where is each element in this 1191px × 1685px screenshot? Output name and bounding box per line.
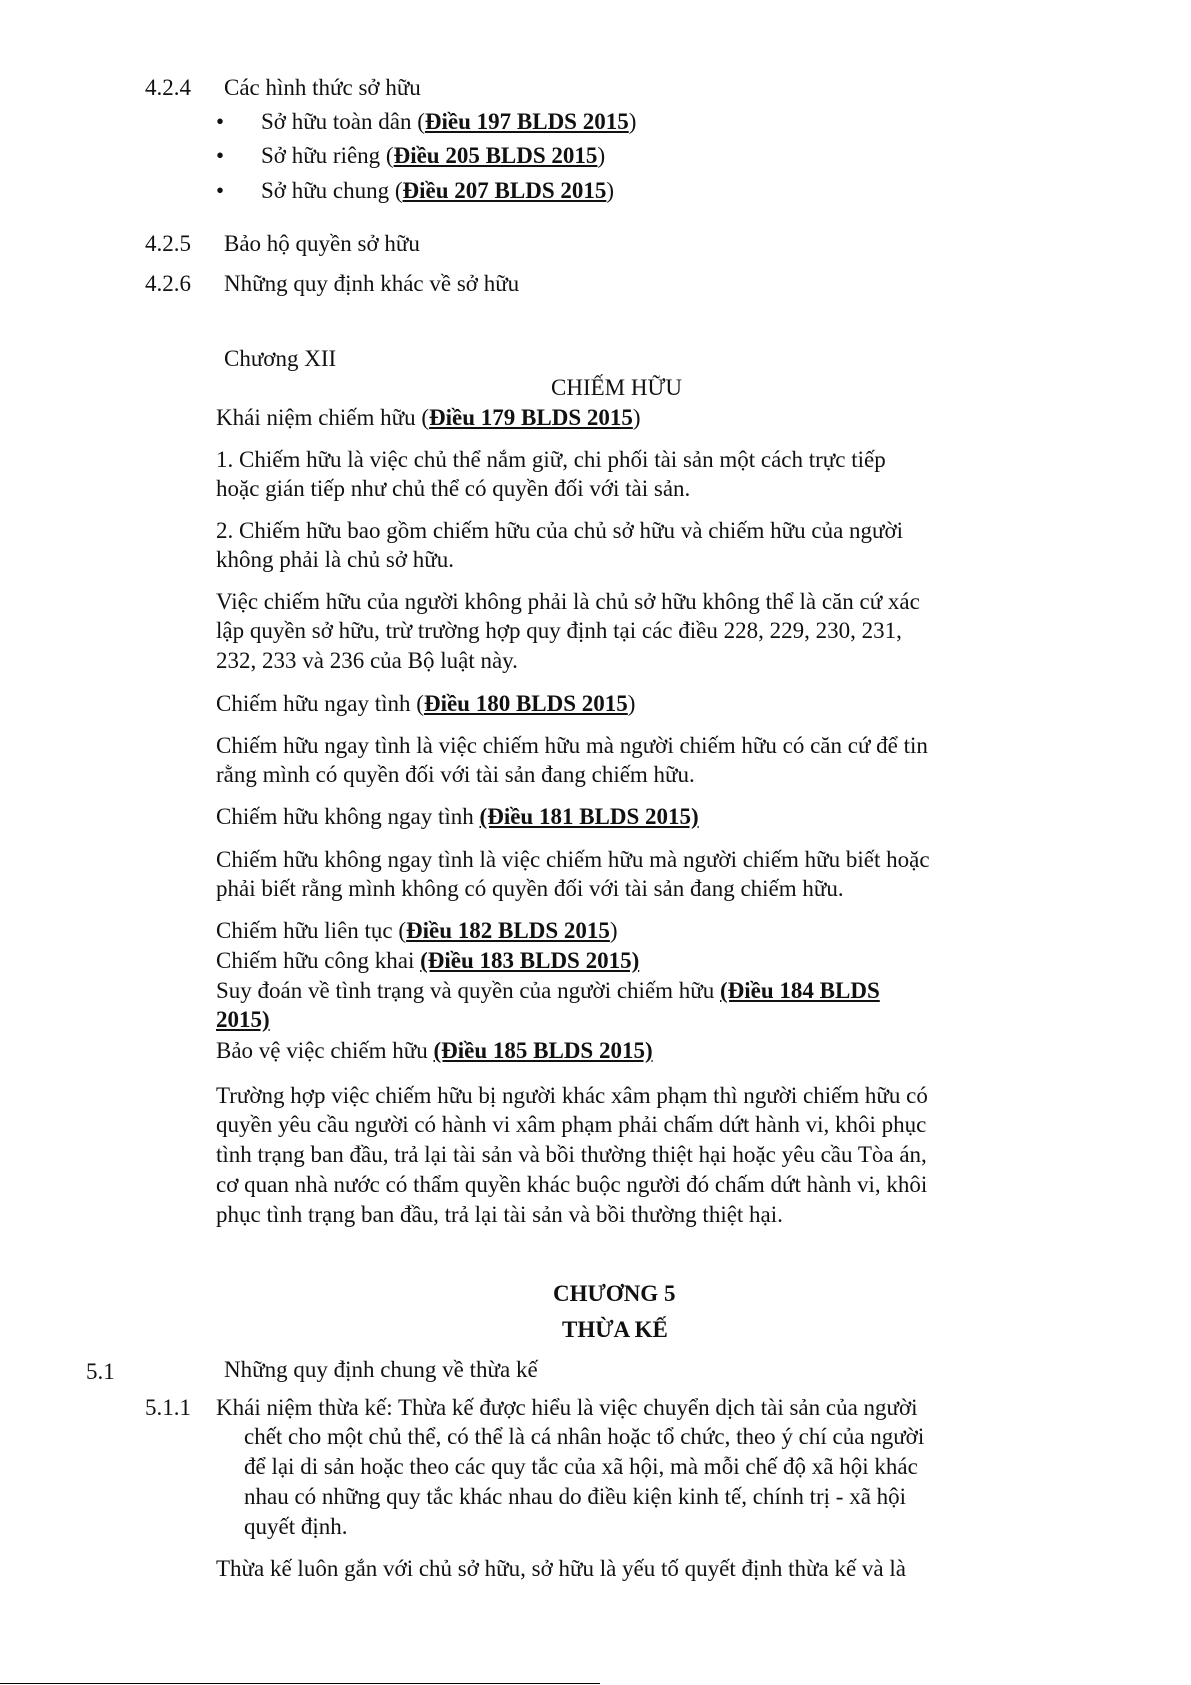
paragraph-line: không phải là chủ sở hữu.	[216, 547, 454, 572]
article-heading: Khái niệm chiếm hữu (Điều 179 BLDS 2015)	[216, 405, 641, 430]
law-reference: (Điều 185 BLDS 2015)	[433, 1038, 653, 1063]
article-heading: Chiếm hữu ngay tình (Điều 180 BLDS 2015)	[216, 691, 636, 716]
law-reference: Điều 197 BLDS 2015	[424, 109, 629, 134]
chapter-label: Chương XII	[224, 346, 337, 371]
paragraph-line: phục tình trạng ban đầu, trả lại tài sản và bồi thường thiệt hại.	[216, 1202, 783, 1227]
law-reference: Điều 182 BLDS 2015	[406, 918, 610, 943]
law-reference: Điều 207 BLDS 2015	[402, 178, 607, 203]
chapter-label: CHƯƠNG 5	[553, 1281, 676, 1306]
law-reference: (Điều 183 BLDS 2015)	[420, 948, 640, 973]
paragraph-line: Trường hợp việc chiếm hữu bị người khác xâm phạm thì người chiếm hữu có	[216, 1083, 928, 1108]
section-number: 4.2.6	[145, 271, 191, 296]
article-heading: Chiếm hữu liên tục (Điều 182 BLDS 2015)	[216, 918, 618, 943]
article-heading: Chiếm hữu công khai (Điều 183 BLDS 2015)	[216, 948, 640, 973]
chapter-title: THỪA KẾ	[562, 1317, 668, 1342]
section-number: 5.1.1	[145, 1395, 191, 1420]
law-reference: 2015)	[216, 1007, 270, 1032]
section-title: Những quy định chung về thừa kế	[224, 1357, 538, 1382]
law-reference: Điều 180 BLDS 2015	[423, 691, 628, 716]
section-number: 5.1	[86, 1359, 115, 1384]
bullet-dot: •	[216, 143, 225, 168]
paragraph-line: Khái niệm thừa kế: Thừa kế được hiểu là việc chuyển dịch tài sản của người	[216, 1395, 918, 1420]
section-title: Những quy định khác về sở hữu	[224, 271, 520, 296]
paragraph-line: nhau có những quy tắc khác nhau do điều kiện kinh tế, chính trị - xã hội	[244, 1484, 907, 1509]
paragraph-line: Chiếm hữu ngay tình là việc chiếm hữu mà người chiếm hữu có căn cứ để tin	[216, 733, 928, 758]
paragraph-line: cơ quan nhà nước có thẩm quyền khác buộc người đó chấm dứt hành vi, khôi	[216, 1172, 928, 1197]
paragraph-line: để lại di sản hoặc theo các quy tắc của xã hội, mà mỗi chế độ xã hội khác	[244, 1454, 918, 1479]
bullet-item: Sở hữu chung (Điều 207 BLDS 2015)	[261, 178, 615, 203]
paragraph-line: chết cho một chủ thể, có thể là cá nhân hoặc tổ chức, theo ý chí của người	[244, 1424, 925, 1449]
article-heading: Chiếm hữu không ngay tình (Điều 181 BLDS 2015)	[216, 804, 699, 829]
paragraph-line: tình trạng ban đầu, trả lại tài sản và bồi thường thiệt hại hoặc yêu cầu Tòa án,	[216, 1142, 927, 1167]
bullet-dot: •	[216, 178, 225, 203]
paragraph-line: 2. Chiếm hữu bao gồm chiếm hữu của chủ sở hữu và chiếm hữu của người	[216, 518, 904, 543]
paragraph-line: 232, 233 và 236 của Bộ luật này.	[216, 648, 518, 673]
paragraph-line: quyết định.	[244, 1514, 348, 1539]
paragraph-line: 1. Chiếm hữu là việc chủ thể nắm giữ, chi phối tài sản một cách trực tiếp	[216, 447, 886, 472]
paragraph-line: Chiếm hữu không ngay tình là việc chiếm hữu mà người chiếm hữu biết hoặc	[216, 847, 930, 872]
section-title: Các hình thức sở hữu	[224, 75, 421, 100]
chapter-title: CHIẾM HỮU	[551, 375, 682, 400]
law-reference: (Điều 181 BLDS 2015)	[479, 804, 699, 829]
bullet-item: Sở hữu riêng (Điều 205 BLDS 2015)	[261, 143, 606, 168]
article-heading: Suy đoán về tình trạng và quyền của người chiếm hữu (Điều 184 BLDS	[216, 978, 880, 1003]
law-reference: Điều 179 BLDS 2015	[429, 405, 633, 430]
paragraph-line: Thừa kế luôn gắn với chủ sở hữu, sở hữu là yếu tố quyết định thừa kế và là	[216, 1556, 906, 1581]
paragraph-line: quyền yêu cầu người có hành vi xâm phạm phải chấm dứt hành vi, khôi phục	[216, 1112, 927, 1137]
bullet-dot: •	[216, 109, 225, 134]
section-title: Bảo hộ quyền sở hữu	[224, 231, 420, 256]
paragraph-line: Việc chiếm hữu của người không phải là chủ sở hữu không thể là căn cứ xác	[216, 589, 920, 614]
law-reference: Điều 205 BLDS 2015	[393, 143, 598, 168]
bullet-item: Sở hữu toàn dân (Điều 197 BLDS 2015)	[261, 109, 637, 134]
paragraph-line: lập quyền sở hữu, trừ trường hợp quy định tại các điều 228, 229, 230, 231,	[216, 618, 902, 643]
law-reference: (Điều 184 BLDS	[720, 978, 880, 1003]
paragraph-line: rằng mình có quyền đối với tài sản đang chiếm hữu.	[216, 762, 695, 787]
article-heading: Bảo vệ việc chiếm hữu (Điều 185 BLDS 2015)	[216, 1038, 653, 1063]
paragraph-line: hoặc gián tiếp như chủ thể có quyền đối với tài sản.	[216, 476, 691, 501]
paragraph-line: phải biết rằng mình không có quyền đối với tài sản đang chiếm hữu.	[216, 876, 844, 901]
page-divider	[0, 1683, 600, 1684]
section-number: 4.2.5	[145, 231, 191, 256]
section-number: 4.2.4	[145, 75, 191, 100]
